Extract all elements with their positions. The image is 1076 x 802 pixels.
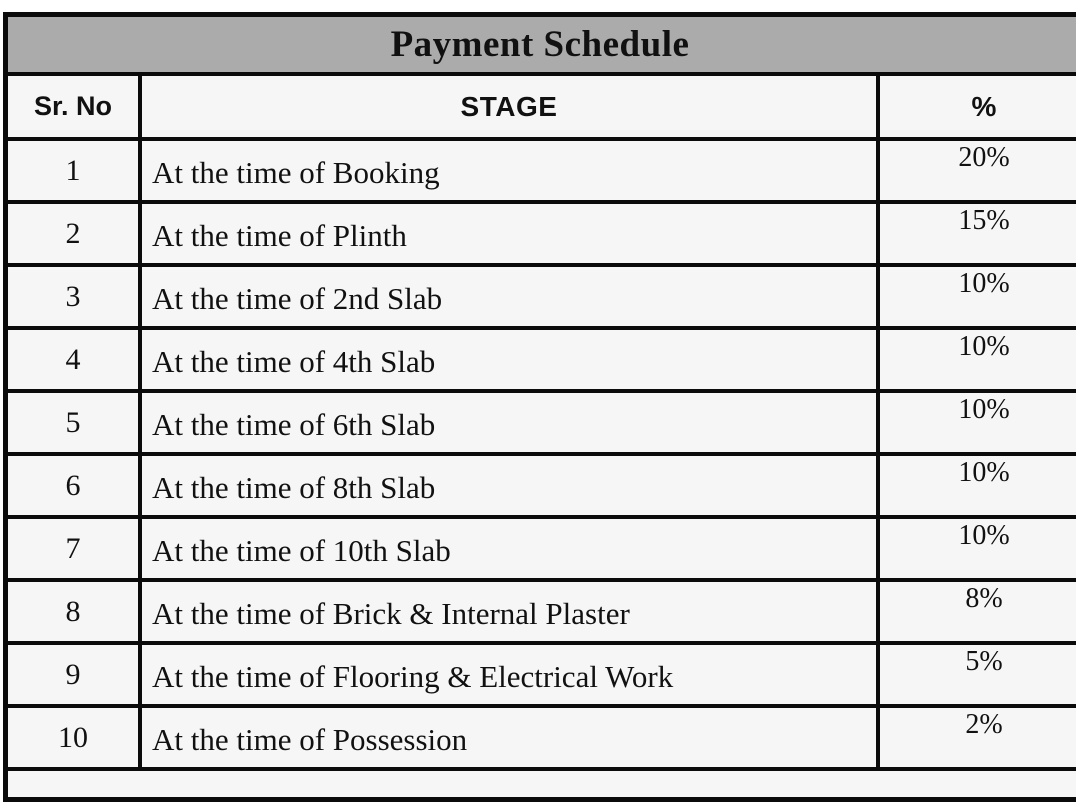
table-row [8,645,1076,708]
table-row [8,456,1076,519]
table-row [8,708,1076,771]
table-row [8,519,1076,582]
row-stage-cell: At the time of Possession [142,708,880,767]
row-sr-cell: 5 [8,393,142,452]
row-sr-cell: 2 [8,204,142,263]
row-sr-cell: 8 [8,582,142,641]
row-pct-cell: 10% [958,457,1010,488]
row-sr-cell: 4 [8,330,142,389]
row-stage-cell: At the time of 10th Slab [142,519,880,578]
table-row [8,267,1076,330]
row-pct-cell: 15% [958,205,1010,236]
row-sr-cell: 7 [8,519,142,578]
row-pct-cell: 10% [958,394,1010,425]
row-pct-cell: 8% [965,583,1003,614]
row-pct-cell: 10% [958,520,1010,551]
row-sr-cell: 10 [8,708,142,767]
row-sr-cell: 6 [8,456,142,515]
table-row [8,330,1076,393]
row-stage-cell: At the time of Brick & Internal Plaster [142,582,880,641]
row-stage-cell: At the time of Booking [142,141,880,200]
row-sr-cell: 1 [8,141,142,200]
row-sr-cell: 3 [8,267,142,326]
header-cell-percent: % [971,90,997,122]
table-row [8,141,1076,204]
row-stage-cell: At the time of 8th Slab [142,456,880,515]
row-pct-cell: 10% [958,331,1010,362]
header-cell-sr-no: Sr. No [8,76,142,137]
row-stage-cell: At the time of 4th Slab [142,330,880,389]
table-row [8,393,1076,456]
row-pct-cell: 10% [958,268,1010,299]
table-row [8,582,1076,645]
row-stage-cell: At the time of 2nd Slab [142,267,880,326]
row-stage-cell: At the time of Flooring & Electrical Work [142,645,880,704]
table-header-row [8,76,1076,141]
title-band [8,17,1076,76]
page-title: Payment Schedule [390,24,690,65]
row-pct-cell: 2% [965,709,1003,740]
row-sr-cell: 9 [8,645,142,704]
header-cell-stage: STAGE [142,76,880,137]
row-stage-cell: At the time of Plinth [142,204,880,263]
row-pct-cell: 20% [958,142,1010,173]
table-row [8,204,1076,267]
row-pct-cell: 5% [965,646,1003,677]
row-stage-cell: At the time of 6th Slab [142,393,880,452]
payment-schedule-table [3,12,1076,802]
